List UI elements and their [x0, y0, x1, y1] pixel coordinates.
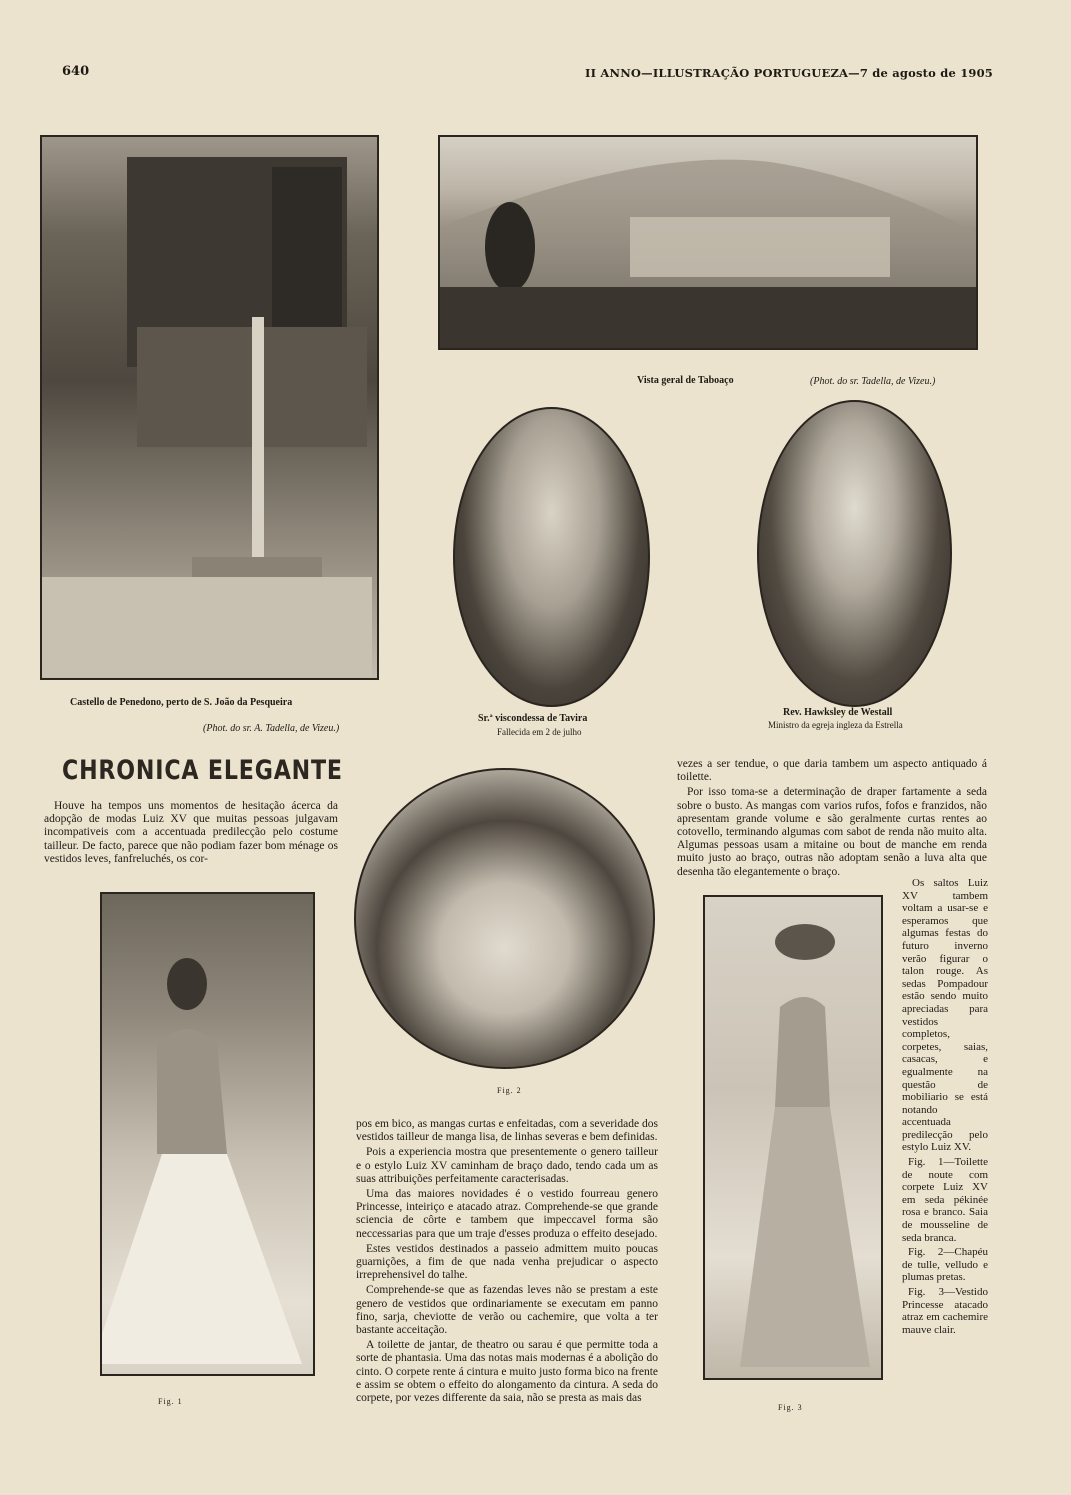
fig1-illustration: [102, 894, 313, 1374]
fig3-illustration: [705, 897, 881, 1378]
castle-photo: [40, 135, 379, 680]
middle-paragraph-3: Uma das maiores novidades é o vestido fourreau genero Princesse, inteiriço e atacado atraz. Comprehende-se que grande sciencia de côrte e tambem que impeccavel forma são neccessarias para que um traje d'esses produza o effeito desejado.: [356, 1188, 658, 1240]
fig2-label: Fig. 2: [497, 1086, 522, 1095]
fig2-portrait: [354, 768, 655, 1069]
fig-note-1: Fig. 1—Toilette de noute com corpete Luiz XV em seda pékinée rosa e branco. Saia de mousseline de seda branca.: [902, 1156, 988, 1244]
middle-paragraph-6: A toilette de jantar, de theatro ou sarau é que permitte toda a sorte de phantasia. Uma das notas mais modernas é a abolição do cinto. O corpete rente á cintura e muito justo forma bico na frente e assim se obtem o effeito do alongamento da cintura. A seda do corpete, por vezes differente da saia, não se presta as mais das: [356, 1339, 658, 1405]
article-right-narrow: [902, 877, 988, 1338]
fig1-label: Fig. 1: [158, 1397, 183, 1406]
middle-paragraph-4: Estes vestidos destinados a passeio admittem muito poucas guarnições, a fim de que nada venha prejudicar o aspecto irreprehensivel do talhe.: [356, 1242, 658, 1282]
viscondessa-portrait: [453, 407, 650, 707]
middle-paragraph-1: pos em bico, as mangas curtas e enfeitadas, com a severidade dos vestidos tailleur de manga lisa, de linhas severas e bem definidas.: [356, 1118, 658, 1144]
taboaco-credit: (Phot. do sr. Tadella, de Vizeu.): [810, 376, 936, 387]
westall-portrait: [757, 400, 952, 707]
article-middle-column: [356, 1118, 658, 1407]
taboaco-caption: Vista geral de Taboaço: [637, 375, 734, 386]
westall-caption: Rev. Hawksley de Westall: [783, 707, 893, 718]
narrow-paragraph: Os saltos Luiz XV tambem voltam a usar-se e esperamos que algumas festas do futuro inverno verão figurar o talon rouge. As sedas Pompadour estão sendo muito apreciadas para vestidos completos, corpetes, saias, casacas, e egualmente na questão de mobiliario se está notando accentuada predilecção pelo estylo Luiz XV.: [902, 877, 988, 1154]
article-intro: [44, 800, 338, 868]
castle-caption: Castello de Penedono, perto de S. João da Pesqueira: [70, 697, 293, 708]
taboaco-illustration: [440, 137, 976, 348]
castle-credit: (Phot. do sr. A. Tadella, de Vizeu.): [203, 723, 340, 734]
castle-illustration: [42, 137, 377, 678]
article-right-column: [677, 758, 987, 881]
page-number: 640: [62, 64, 90, 79]
viscondessa-caption: Sr.ª viscondessa de Tavira: [478, 713, 588, 724]
westall-subcaption: Ministro da egreja ingleza da Estrella: [768, 720, 903, 730]
fig3-label: Fig. 3: [778, 1403, 803, 1412]
fig3-photo: [703, 895, 883, 1380]
middle-paragraph-5: Comprehende-se que as fazendas leves não se prestam a este genero de vestidos que ordinariamente se executam em panno fino, sarja, cheviotte de verão ou cachemire, que volta a ter bastante acceitação.: [356, 1284, 658, 1337]
right-paragraph-2: Por isso toma-se a determinação de draper fartamente a seda sobre o busto. As mangas com varios rufos, fofos e franzidos, não apresentam grande volume e são geralmente curtas rentes ao cotovello, terminando algumas com sabot de renda não muito alta. Algumas pessoas usam a mitaine ou bout de manche em renda muito justo ao braço, outras não adoptam senão a luva alta que desenha tão elegantemente o braço.: [677, 786, 987, 878]
middle-paragraph-2: Pois a experiencia mostra que presentemente o genero tailleur e o estylo Luiz XV caminham de braço dado, tendo cada um as suas attribuições perfeitamente caracterisadas.: [356, 1146, 658, 1185]
right-paragraph-1: vezes a ser tendue, o que daria tambem um aspecto antiquado á toilette.: [677, 758, 987, 784]
article-title: CHRONICA ELEGANTE: [62, 755, 343, 786]
viscondessa-subcaption: Fallecida em 2 de julho: [497, 727, 582, 737]
taboaco-photo: [438, 135, 978, 350]
running-head: II ANNO—ILLUSTRAÇÃO PORTUGUEZA—7 de agosto de 1905: [585, 66, 994, 80]
fig1-photo: [100, 892, 315, 1376]
intro-paragraph: Houve ha tempos uns momentos de hesitação ácerca da adopção de modas Luiz XV que muitas pessoas julgavam incompativeis com a accentuada predilecção pelo costume tailleur. De facto, parece que não podiam fazer bom ménage os vestidos leves, fanfreluchés, os cor-: [44, 800, 338, 865]
fig-note-2: Fig. 2—Chapéu de tulle, velludo e plumas pretas.: [902, 1246, 988, 1284]
fig-note-3: Fig. 3—Vestido Princesse atacado atraz em cachemire mauve clair.: [902, 1286, 988, 1336]
